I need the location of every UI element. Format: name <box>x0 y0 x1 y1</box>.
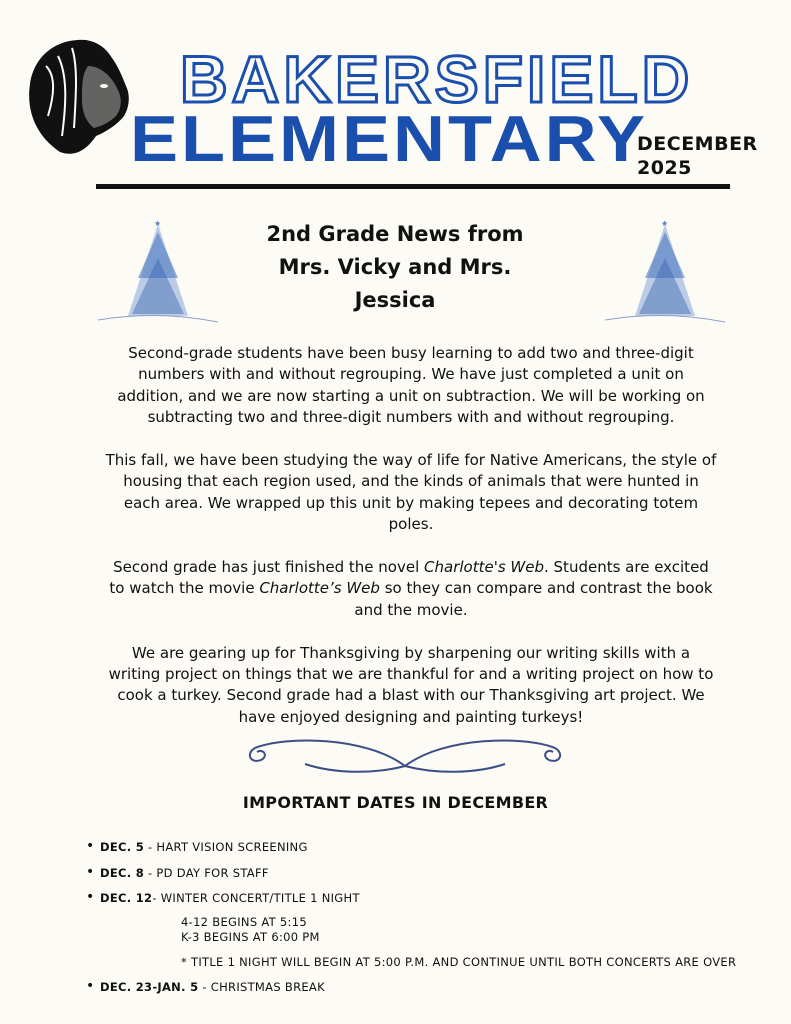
christmas-tree-icon <box>605 218 725 330</box>
concert-time: 4-12 BEGINS AT 5:15 <box>181 915 307 929</box>
event: PD DAY FOR STAFF <box>156 866 269 880</box>
article-title <box>230 218 560 317</box>
book-title: Charlotte’s Web <box>259 579 380 598</box>
school-name-line1: BAKERSFIELD <box>180 42 694 116</box>
date: DEC. 8 <box>100 866 145 880</box>
date-item <box>86 891 360 905</box>
svg-text:★: ★ <box>661 219 669 228</box>
separator: - <box>198 980 211 994</box>
concert-times <box>181 915 320 945</box>
dates-heading: IMPORTANT DATES IN DECEMBER <box>242 793 549 812</box>
date-item <box>86 866 269 880</box>
separator: - <box>144 866 157 880</box>
article-body <box>105 343 717 750</box>
event: HART VISION SCREENING <box>156 840 308 854</box>
title-line: Mrs. Vicky and Mrs. <box>278 255 512 279</box>
separator: - <box>152 891 161 905</box>
text: so they can compare and contrast the book and the movie. <box>354 579 713 619</box>
issue-month: DECEMBER <box>637 133 758 155</box>
date-item <box>86 980 325 994</box>
date: DEC. 5 <box>100 840 145 854</box>
svg-text:★: ★ <box>154 219 162 228</box>
christmas-tree-icon <box>98 218 218 330</box>
separator: - <box>144 840 157 854</box>
decorative-flourish-icon <box>245 736 565 776</box>
lion-logo-icon <box>26 36 132 158</box>
issue-year: 2025 <box>637 157 692 179</box>
title1-note: * TITLE 1 NIGHT WILL BEGIN AT 5:00 P.M. AND CONTINUE UNTIL BOTH CONCERTS ARE OVER <box>181 955 737 969</box>
header-divider <box>96 184 730 189</box>
paragraph-thanksgiving: We are gearing up for Thanksgiving by sharpening our writing skills with a writing project on things that we are thankful for and a writing project on how to cook a turkey. Second grade had a blast with our Thanksgiving art project. We have enjoyed designing and painting turkeys! <box>108 643 714 726</box>
event: CHRISTMAS BREAK <box>210 980 325 994</box>
text: . Students are excited to watch the movie <box>109 558 709 598</box>
date-item <box>86 840 308 854</box>
title-line: Jessica <box>354 288 436 312</box>
date: DEC. 12 <box>100 891 153 905</box>
event: WINTER CONCERT/TITLE 1 NIGHT <box>160 891 360 905</box>
issue-date <box>637 132 758 180</box>
date: DEC. 23-JAN. 5 <box>100 980 199 994</box>
text: Second grade has just finished the novel <box>113 558 425 577</box>
paragraph-math: Second-grade students have been busy learning to add two and three-digit numbers with and without regrouping. We have just completed a unit on addition, and we are now starting a unit on subtraction. We will be working on subtracting two and three-digit numbers with and without regrouping. <box>117 344 705 427</box>
book-title: Charlotte's Web <box>424 558 544 577</box>
title-line: 2nd Grade News from <box>266 222 524 246</box>
paragraph-charlottes-web <box>105 557 717 621</box>
paragraph-native-americans: This fall, we have been studying the way of life for Native Americans, the style of housing that each region used, and the kinds of animals that were hunted in each area. We wrapped up this unit by making tepees and decorating totem poles. <box>105 451 717 534</box>
school-name-line2: ELEMENTARY <box>130 103 649 176</box>
concert-time: K-3 BEGINS AT 6:00 PM <box>181 930 320 944</box>
